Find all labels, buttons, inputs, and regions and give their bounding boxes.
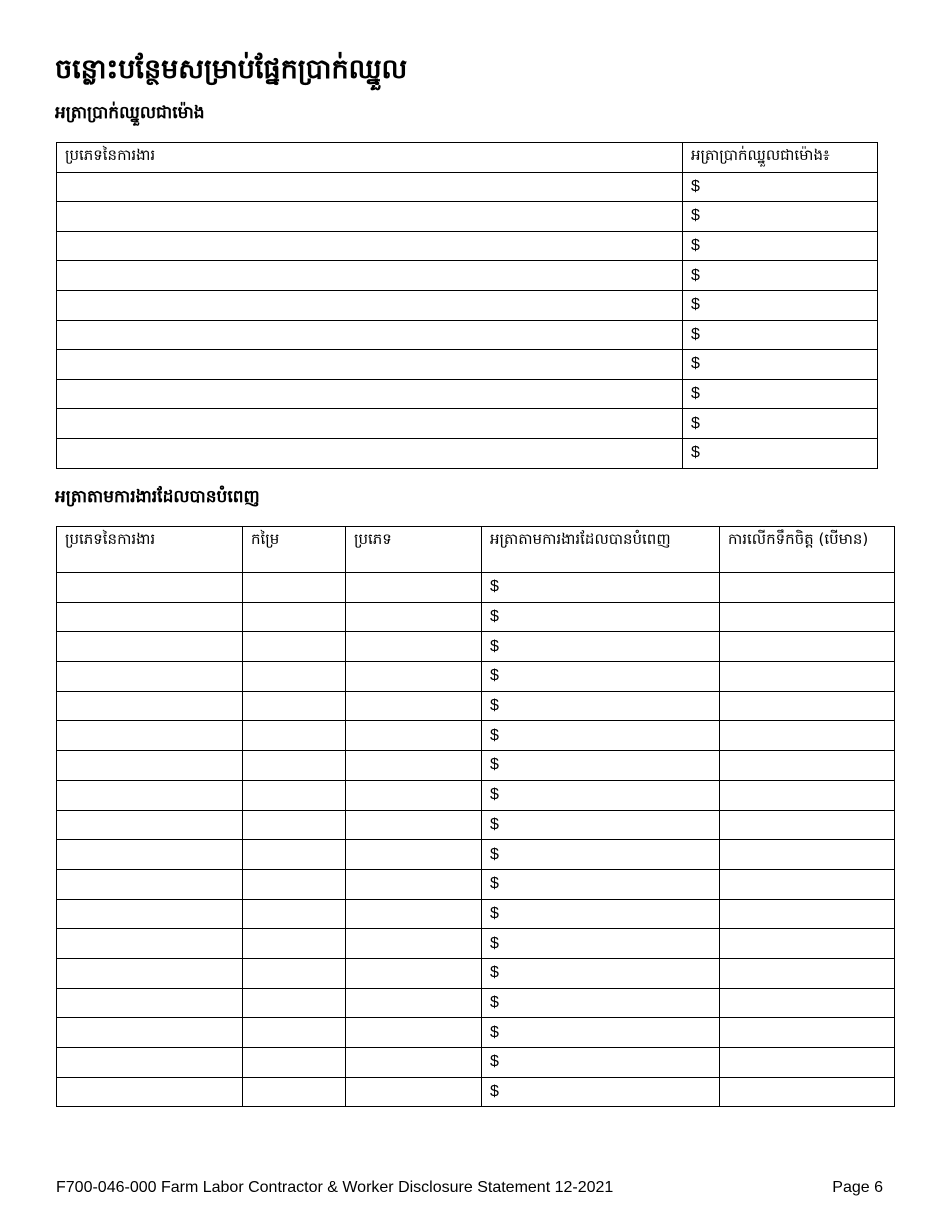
table-row xyxy=(57,350,878,380)
table-row xyxy=(57,602,895,632)
category-cell[interactable] xyxy=(346,751,482,781)
page-title: ចន្លោះបន្ថែមសម្រាប់ផ្នែកប្រាក់ឈ្នួល xyxy=(55,54,408,85)
piece-rate-cell[interactable]: $ xyxy=(482,1018,720,1048)
incentive-cell[interactable] xyxy=(720,1048,895,1078)
category-cell[interactable] xyxy=(346,840,482,870)
table-row xyxy=(57,409,878,439)
column-header-hourly-rate: អត្រាប្រាក់ឈ្នួលជាម៉ោង៖ xyxy=(683,143,878,173)
table-row xyxy=(57,379,878,409)
hourly-rate-cell[interactable]: $ xyxy=(683,261,878,291)
fee-cell[interactable] xyxy=(243,958,346,988)
footer-document-id: F700-046-000 Farm Labor Contractor & Worker Disclosure Statement 12-2021 xyxy=(56,1179,614,1196)
piece-rate-cell[interactable]: $ xyxy=(482,662,720,692)
work-type-cell[interactable] xyxy=(57,1018,243,1048)
piece-rate-cell[interactable]: $ xyxy=(482,721,720,751)
fee-cell[interactable] xyxy=(243,602,346,632)
incentive-cell[interactable] xyxy=(720,780,895,810)
hourly-rate-cell[interactable]: $ xyxy=(683,231,878,261)
column-header-work-type: ប្រភេទនៃការងារ xyxy=(57,527,243,573)
fee-cell[interactable] xyxy=(243,1018,346,1048)
piece-rate-cell[interactable]: $ xyxy=(482,602,720,632)
column-header-work-type: ប្រភេទនៃការងារ xyxy=(57,143,683,173)
work-type-cell[interactable] xyxy=(57,988,243,1018)
work-type-cell[interactable] xyxy=(57,379,683,409)
incentive-cell[interactable] xyxy=(720,691,895,721)
hourly-rate-table xyxy=(56,142,878,469)
table-row xyxy=(57,632,895,662)
category-cell[interactable] xyxy=(346,721,482,751)
table-row xyxy=(57,438,878,468)
piece-rate-cell[interactable]: $ xyxy=(482,840,720,870)
table-row xyxy=(57,869,895,899)
piece-rate-cell[interactable]: $ xyxy=(482,751,720,781)
table-row xyxy=(57,751,895,781)
table-row xyxy=(57,662,895,692)
work-type-cell[interactable] xyxy=(57,573,243,603)
category-cell[interactable] xyxy=(346,1077,482,1107)
hourly-rate-heading: អត្រាប្រាក់ឈ្នួលជាម៉ោង xyxy=(55,103,205,123)
fee-cell[interactable] xyxy=(243,751,346,781)
table-row xyxy=(57,988,895,1018)
piece-rate-cell[interactable]: $ xyxy=(482,691,720,721)
incentive-cell[interactable] xyxy=(720,988,895,1018)
piece-rate-cell[interactable]: $ xyxy=(482,573,720,603)
piece-rate-cell[interactable]: $ xyxy=(482,899,720,929)
work-type-cell[interactable] xyxy=(57,350,683,380)
fee-cell[interactable] xyxy=(243,573,346,603)
fee-cell[interactable] xyxy=(243,1077,346,1107)
table-row xyxy=(57,929,895,959)
work-type-cell[interactable] xyxy=(57,780,243,810)
table-row xyxy=(57,840,895,870)
work-type-cell[interactable] xyxy=(57,320,683,350)
hourly-rate-cell[interactable]: $ xyxy=(683,320,878,350)
category-cell[interactable] xyxy=(346,602,482,632)
piece-rate-table xyxy=(56,526,895,1107)
work-type-cell[interactable] xyxy=(57,721,243,751)
piece-rate-cell[interactable]: $ xyxy=(482,780,720,810)
work-type-cell[interactable] xyxy=(57,172,683,202)
table-row xyxy=(57,780,895,810)
fee-cell[interactable] xyxy=(243,929,346,959)
piece-rate-cell[interactable]: $ xyxy=(482,1048,720,1078)
category-cell[interactable] xyxy=(346,958,482,988)
work-type-cell[interactable] xyxy=(57,261,683,291)
fee-cell[interactable] xyxy=(243,1048,346,1078)
table-row xyxy=(57,231,878,261)
fee-cell[interactable] xyxy=(243,810,346,840)
work-type-cell[interactable] xyxy=(57,929,243,959)
incentive-cell[interactable] xyxy=(720,899,895,929)
incentive-cell[interactable] xyxy=(720,869,895,899)
incentive-cell[interactable] xyxy=(720,602,895,632)
table-row xyxy=(57,691,895,721)
hourly-rate-cell[interactable]: $ xyxy=(683,409,878,439)
work-type-cell[interactable] xyxy=(57,869,243,899)
hourly-rate-cell[interactable]: $ xyxy=(683,438,878,468)
incentive-cell[interactable] xyxy=(720,958,895,988)
work-type-cell[interactable] xyxy=(57,662,243,692)
fee-cell[interactable] xyxy=(243,662,346,692)
incentive-cell[interactable] xyxy=(720,632,895,662)
work-type-cell[interactable] xyxy=(57,202,683,232)
table-header-row xyxy=(57,143,878,173)
work-type-cell[interactable] xyxy=(57,632,243,662)
incentive-cell[interactable] xyxy=(720,840,895,870)
work-type-cell[interactable] xyxy=(57,231,683,261)
fee-cell[interactable] xyxy=(243,780,346,810)
piece-rate-cell[interactable]: $ xyxy=(482,632,720,662)
category-cell[interactable] xyxy=(346,899,482,929)
fee-cell[interactable] xyxy=(243,869,346,899)
incentive-cell[interactable] xyxy=(720,810,895,840)
category-cell[interactable] xyxy=(346,691,482,721)
piece-rate-cell[interactable]: $ xyxy=(482,958,720,988)
table-row xyxy=(57,1048,895,1078)
table-row xyxy=(57,573,895,603)
category-cell[interactable] xyxy=(346,1018,482,1048)
column-header-piece-rate: អត្រាតាមការងារដែលបានបំពេញ xyxy=(482,527,720,573)
table-row xyxy=(57,810,895,840)
hourly-rate-cell[interactable]: $ xyxy=(683,172,878,202)
table-row xyxy=(57,290,878,320)
fee-cell[interactable] xyxy=(243,632,346,662)
piece-rate-cell[interactable]: $ xyxy=(482,810,720,840)
category-cell[interactable] xyxy=(346,988,482,1018)
incentive-cell[interactable] xyxy=(720,721,895,751)
hourly-rate-cell[interactable]: $ xyxy=(683,202,878,232)
incentive-cell[interactable] xyxy=(720,751,895,781)
incentive-cell[interactable] xyxy=(720,1018,895,1048)
category-cell[interactable] xyxy=(346,780,482,810)
table-row xyxy=(57,958,895,988)
category-cell[interactable] xyxy=(346,810,482,840)
category-cell[interactable] xyxy=(346,1048,482,1078)
category-cell[interactable] xyxy=(346,632,482,662)
table-row xyxy=(57,261,878,291)
work-type-cell[interactable] xyxy=(57,409,683,439)
fee-cell[interactable] xyxy=(243,721,346,751)
work-type-cell[interactable] xyxy=(57,899,243,929)
table-row xyxy=(57,899,895,929)
fee-cell[interactable] xyxy=(243,899,346,929)
category-cell[interactable] xyxy=(346,662,482,692)
piece-rate-cell[interactable]: $ xyxy=(482,929,720,959)
table-row xyxy=(57,320,878,350)
fee-cell[interactable] xyxy=(243,840,346,870)
work-type-cell[interactable] xyxy=(57,810,243,840)
work-type-cell[interactable] xyxy=(57,602,243,632)
column-header-incentive: ការលើកទឹកចិត្ត (បើមាន) xyxy=(720,527,895,573)
table-header-row xyxy=(57,527,895,573)
work-type-cell[interactable] xyxy=(57,691,243,721)
hourly-rate-cell[interactable]: $ xyxy=(683,290,878,320)
hourly-rate-cell[interactable]: $ xyxy=(683,350,878,380)
incentive-cell[interactable] xyxy=(720,573,895,603)
piece-rate-cell[interactable]: $ xyxy=(482,869,720,899)
work-type-cell[interactable] xyxy=(57,751,243,781)
category-cell[interactable] xyxy=(346,573,482,603)
table-row xyxy=(57,1018,895,1048)
work-type-cell[interactable] xyxy=(57,840,243,870)
work-type-cell[interactable] xyxy=(57,438,683,468)
work-type-cell[interactable] xyxy=(57,290,683,320)
piece-rate-heading: អត្រាតាមការងារដែលបានបំពេញ xyxy=(55,487,260,507)
incentive-cell[interactable] xyxy=(720,662,895,692)
piece-rate-cell[interactable]: $ xyxy=(482,1077,720,1107)
piece-rate-cell[interactable]: $ xyxy=(482,988,720,1018)
fee-cell[interactable] xyxy=(243,691,346,721)
table-row xyxy=(57,172,878,202)
category-cell[interactable] xyxy=(346,869,482,899)
work-type-cell[interactable] xyxy=(57,958,243,988)
fee-cell[interactable] xyxy=(243,988,346,1018)
incentive-cell[interactable] xyxy=(720,929,895,959)
incentive-cell[interactable] xyxy=(720,1077,895,1107)
column-header-fee: កម្រៃ xyxy=(243,527,346,573)
table-row xyxy=(57,202,878,232)
column-header-category: ប្រភេទ xyxy=(346,527,482,573)
work-type-cell[interactable] xyxy=(57,1048,243,1078)
table-row xyxy=(57,1077,895,1107)
work-type-cell[interactable] xyxy=(57,1077,243,1107)
footer-page-number: Page 6 xyxy=(832,1179,883,1196)
hourly-rate-cell[interactable]: $ xyxy=(683,379,878,409)
table-row xyxy=(57,721,895,751)
category-cell[interactable] xyxy=(346,929,482,959)
